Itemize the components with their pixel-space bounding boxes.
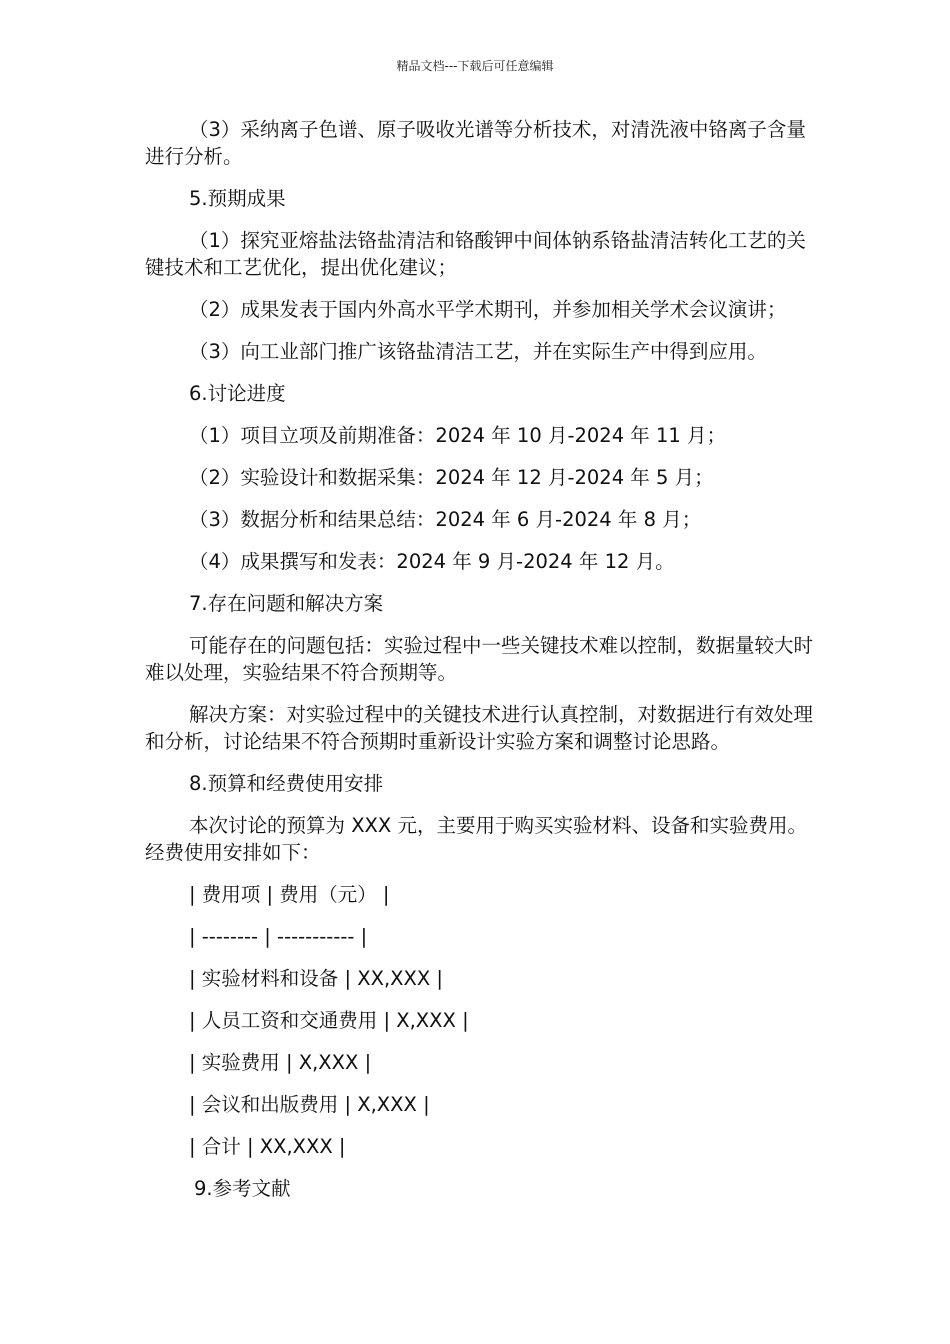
section-heading-schedule: 6.讨论进度	[189, 382, 286, 405]
section-heading-budget: 8.预算和经费使用安排	[189, 772, 384, 795]
paragraph-schedule-3: （3）数据分析和结果总结：2024 年 6 月-2024 年 8 月；	[189, 508, 702, 531]
paragraph-schedule-1: （1）项目立项及前期准备：2024 年 10 月-2024 年 11 月；	[189, 424, 727, 447]
budget-table-row: | 人员工资和交通费用 | X,XXX |	[189, 1009, 469, 1032]
paragraph-schedule-2: （2）实验设计和数据采集：2024 年 12 月-2024 年 5 月；	[189, 466, 714, 489]
document-body	[145, 116, 820, 1217]
budget-table-total-row: | 合计 | XX,XXX |	[189, 1135, 346, 1158]
section-heading-references: 9.参考文献	[194, 1177, 291, 1200]
paragraph-result-1: （1）探究亚熔盐法铬盐清洁和铬酸钾中间体钠系铬盐清洁转化工艺的关键技术和工艺优化，提出优化建议；	[145, 229, 806, 279]
paragraph-schedule-4: （4）成果撰写和发表：2024 年 9 月-2024 年 12 月。	[189, 550, 675, 573]
budget-table-row: | 实验费用 | X,XXX |	[189, 1051, 372, 1074]
section-heading-expected-results: 5.预期成果	[189, 187, 286, 210]
paragraph-solutions: 解决方案：对实验过程中的关键技术进行认真控制，对数据进行有效处理和分析，讨论结果不符合预期时重新设计实验方案和调整讨论思路。	[145, 703, 814, 753]
section-heading-problems: 7.存在问题和解决方案	[189, 592, 384, 615]
budget-table-row: | 会议和出版费用 | X,XXX |	[189, 1093, 430, 1116]
budget-table-header-line: | 费用项 | 费用（元） |	[189, 883, 390, 906]
paragraph-result-2: （2）成果发表于国内外高水平学术期刊，并参加相关学术会议演讲；	[189, 298, 787, 321]
paragraph-problems: 可能存在的问题包括：实验过程中一些关键技术难以控制，数据量较大时难以处理，实验结果不符合预期等。	[145, 634, 814, 684]
page-header: 精品文档---下载后可任意编辑	[396, 59, 554, 73]
budget-table-row: | 实验材料和设备 | XX,XXX |	[189, 967, 443, 990]
budget-table-separator-line: | -------- | ----------- |	[189, 925, 368, 948]
paragraph-result-3: （3）向工业部门推广该铬盐清洁工艺，并在实际生产中得到应用。	[189, 340, 767, 363]
paragraph-budget-intro: 本次讨论的预算为 XXX 元，主要用于购买实验材料、设备和实验费用。经费使用安排如下：	[145, 814, 807, 864]
paragraph-analysis-method: （3）采纳离子色谱、原子吸收光谱等分析技术，对清洗液中铬离子含量进行分析。	[145, 118, 806, 168]
